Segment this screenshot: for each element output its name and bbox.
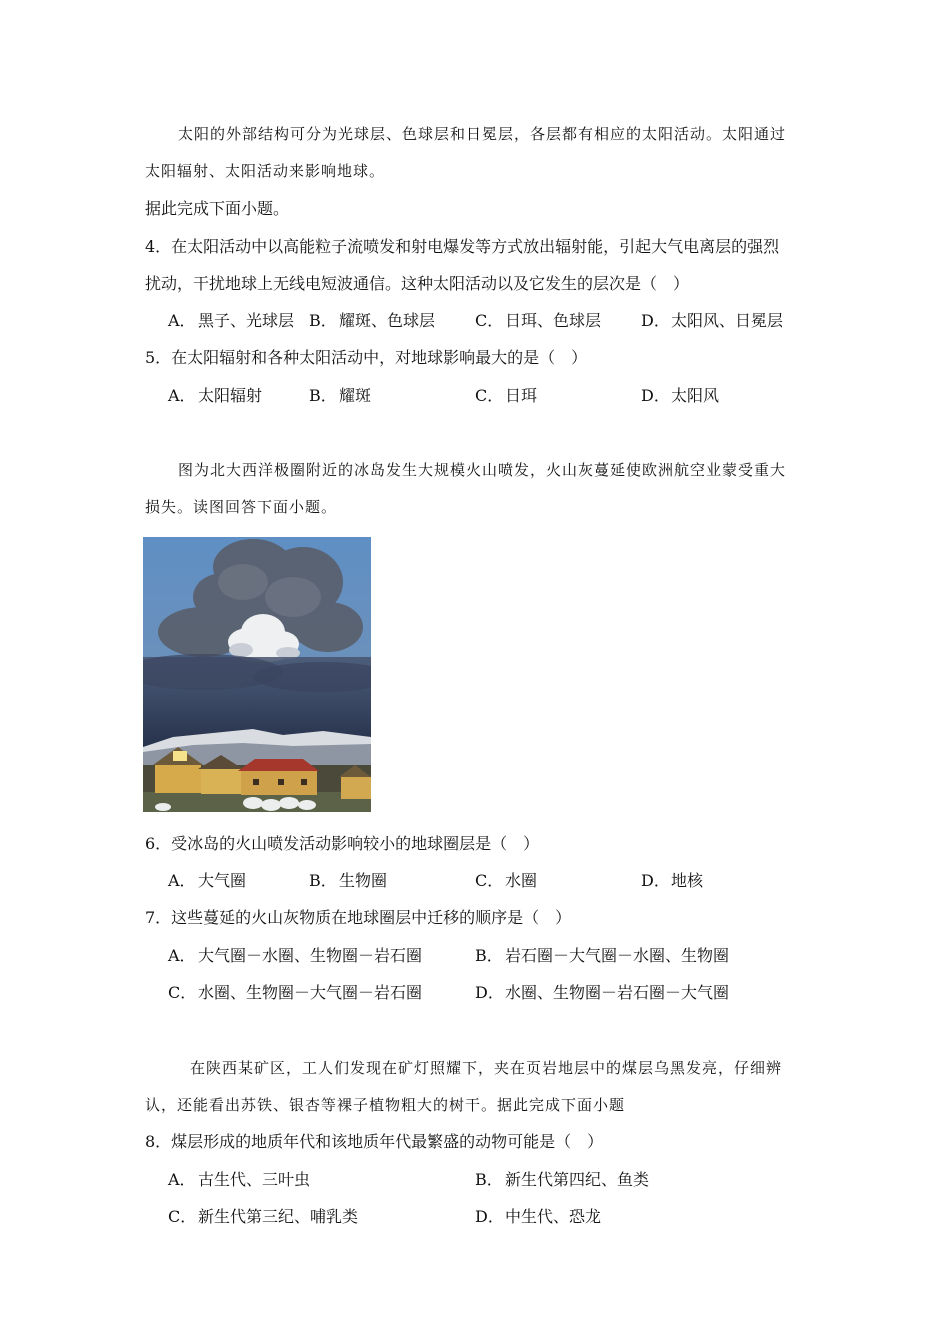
q7-option-a: A． 大气圈－水圈、生物圈－岩石圈 — [168, 946, 423, 965]
q6-option-b: B． 生物圈 — [309, 871, 388, 890]
q6-option-a: A． 大气圈 — [168, 871, 247, 890]
q5-stem: 5．在太阳辐射和各种太阳活动中，对地球影响最大的是（ ） — [145, 348, 588, 367]
q8-option-b: B． 新生代第四纪、鱼类 — [475, 1170, 650, 1189]
passage3-intro-line1: 在陕西某矿区，工人们发现在矿灯照耀下，夹在页岩地层中的煤层乌黑发亮，仔细辨 — [190, 1059, 783, 1077]
q4-option-c: C． 日珥、色球层 — [475, 311, 602, 330]
volcano-eruption-photo — [143, 537, 371, 812]
q4-option-b: B． 耀斑、色球层 — [309, 311, 436, 330]
q8-stem: 8．煤层形成的地质年代和该地质年代最繁盛的动物可能是（ ） — [145, 1132, 604, 1151]
q4-option-a: A． 黑子、光球层 — [168, 311, 295, 330]
q7-option-d: D．水圈、生物圈－岩石圈－大气圈 — [475, 983, 730, 1002]
q8-option-c: C． 新生代第三纪、哺乳类 — [168, 1207, 359, 1226]
q4-stem-line2: 扰动，干扰地球上无线电短波通信。这种太阳活动以及它发生的层次是（ ） — [145, 274, 690, 293]
q4-option-d: D．太阳风、日冕层 — [641, 311, 784, 330]
passage2-intro-line2: 损失。读图回答下面小题。 — [145, 498, 338, 516]
q6-stem: 6．受冰岛的火山喷发活动影响较小的地球圈层是（ ） — [145, 834, 540, 853]
q5-option-a: A． 太阳辐射 — [168, 386, 263, 405]
q6-option-c: C． 水圈 — [475, 871, 538, 890]
q5-option-c: C． 日珥 — [475, 386, 538, 405]
passage3-intro-line2: 认，还能看出苏铁、银杏等裸子植物粗大的树干。据此完成下面小题 — [145, 1096, 626, 1114]
q7-option-c: C． 水圈、生物圈－大气圈－岩石圈 — [168, 983, 423, 1002]
passage2-intro-line1: 图为北大西洋极圈附近的冰岛发生大规模火山喷发，火山灰蔓延使欧洲航空业蒙受重大 — [178, 461, 787, 479]
passage1-intro-line1: 太阳的外部结构可分为光球层、色球层和日冕层，各层都有相应的太阳活动。太阳通过 — [178, 125, 787, 143]
q4-stem-line1: 4．在太阳活动中以高能粒子流喷发和射电爆发等方式放出辐射能，引起大气电离层的强烈 — [145, 237, 780, 256]
q6-option-d: D．地核 — [641, 871, 704, 890]
passage1-intro-line2: 太阳辐射、太阳活动来影响地球。 — [145, 162, 386, 180]
q5-option-b: B． 耀斑 — [309, 386, 372, 405]
q5-option-d: D．太阳风 — [641, 386, 720, 405]
q7-option-b: B． 岩石圈－大气圈－水圈、生物圈 — [475, 946, 730, 965]
passage1-instruction: 据此完成下面小题。 — [145, 199, 290, 218]
q8-option-a: A． 古生代、三叶虫 — [168, 1170, 311, 1189]
q8-option-d: D．中生代、恐龙 — [475, 1207, 602, 1226]
q7-stem: 7．这些蔓延的火山灰物质在地球圈层中迁移的顺序是（ ） — [145, 908, 572, 927]
